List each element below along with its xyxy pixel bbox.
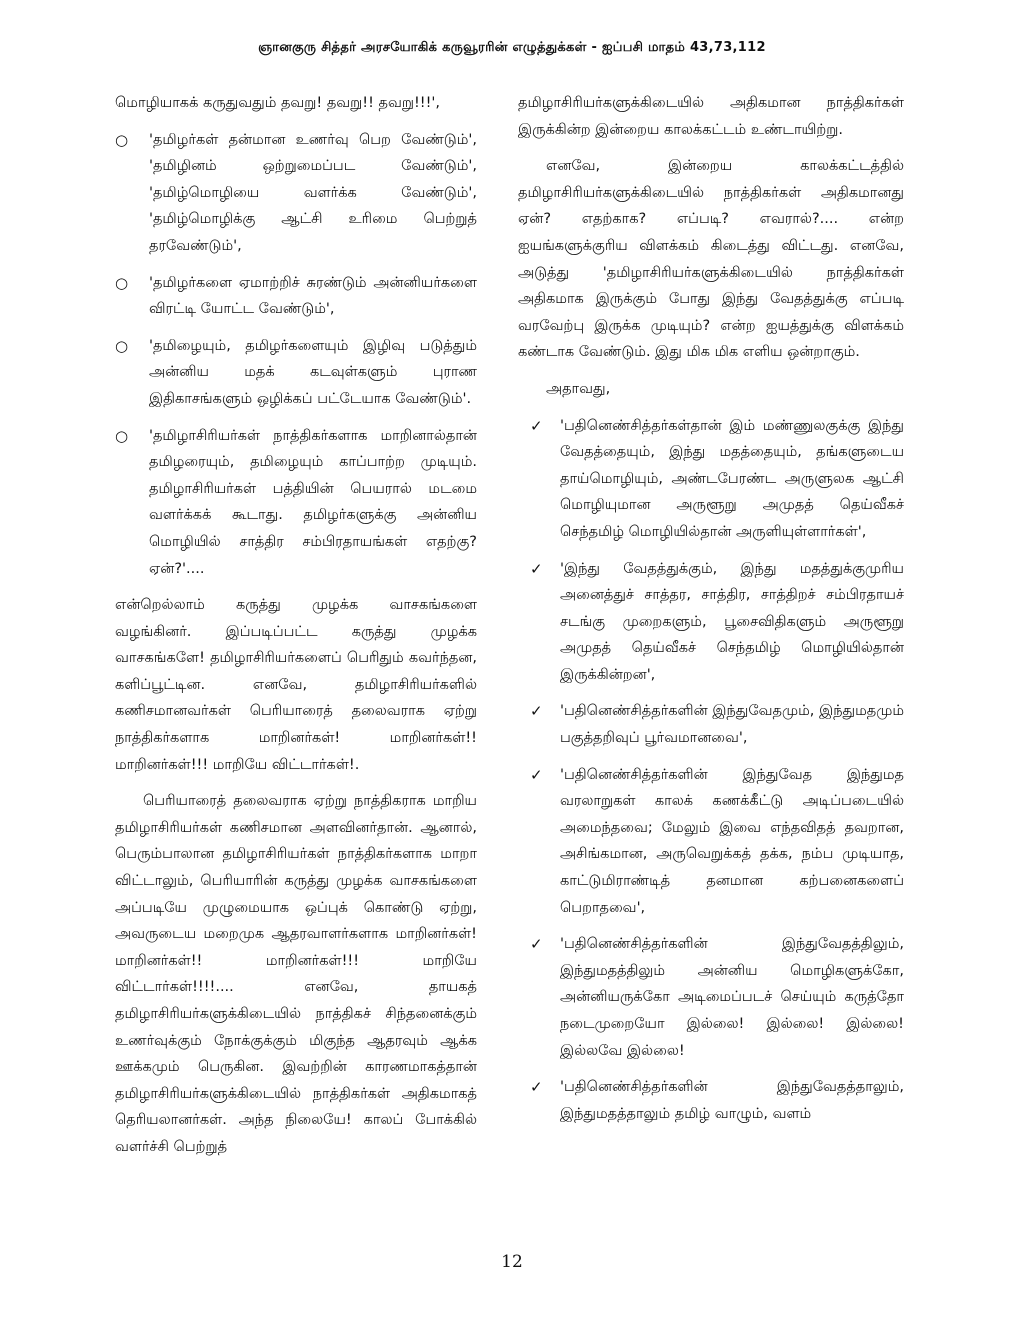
checkmark-icon: ✓ <box>530 559 543 578</box>
running-header: ஞானகுரு சித்தர் அரசயோகிக் கருவூரரின் எழுத்துக்கள் - ஐப்பசி மாதம் 43,73,112 <box>258 40 766 55</box>
check-text: 'இந்து வேதத்துக்கும், இந்து மதத்துக்குமுரிய அனைத்துச் சாத்தர, சாத்திர, சாத்திறச் சம்பிரதாயச் சடங்கு முறைகளும், பூசைவிதிகளும் அருளூறு அமுதத் தெய்வீகச் செந்தமிழ் மொழியில்தான் இருக்கின்றன', <box>560 560 904 683</box>
check-item <box>518 556 904 689</box>
check-item <box>518 931 904 1064</box>
check-item <box>518 413 904 546</box>
circle-bullet-icon: ○ <box>115 130 129 149</box>
bullet-text: 'தமிழையும், தமிழர்களையும் இழிவு படுத்தும் அன்னிய மதக் கடவுள்களும் புராண இதிகாசங்களும் ஒழிக்கப் பட்டேயாக வேண்டும்'. <box>149 337 477 407</box>
check-text: 'பதினெண்சித்தர்களின் இந்துவேத இந்துமத வரலாறுகள் காலக் கணக்கீட்டு அடிப்படையில் அமைந்தவை; மேலும் இவை எந்தவிதத் தவறான, அசிங்கமான, அருவெறுக்கத் தக்க, நம்ப முடியாத, காட்டுமிராண்டித் தனமான கற்பனைகளைப் பெறாதவை', <box>560 766 904 916</box>
paragraph: என்றெல்லாம் கருத்து முழக்க வாசகங்களை வழங்கினர். இப்படிப்பட்ட கருத்து முழக்க வாசகங்களே! தமிழாசிரியர்களைப் பெரிதும் கவர்ந்தன, களிப்பூட்டின. எனவே, தமிழாசிரியர்களில் கணிசமானவர்கள் பெரியாரைத் தலைவராக ஏற்று நாத்திகர்களாக மாறினர்கள்! மாறினர்கள்!! மாறினர்கள்!!! மாறியே விட்டார்கள்!. <box>115 597 477 773</box>
bullet-item <box>115 270 477 323</box>
circle-bullet-icon: ○ <box>115 336 129 355</box>
bullet-item <box>115 127 477 260</box>
paragraph: பெரியாரைத் தலைவராக ஏற்று நாத்திகராக மாறிய தமிழாசிரியர்கள் கணிசமான அளவினர்தான். ஆனால், பெரும்பாலான தமிழாசிரியர்கள் நாத்திகர்களாக மாறா விட்டாலும், பெரியாரின் கருத்து முழக்க வாசகங்களை அப்படியே முழுமையாக ஒப்புக் கொண்டு ஏற்று, அவருடைய மறைமுக ஆதரவாளர்களாக மாறினர்கள்! மாறினர்கள்!! மாறினர்கள்!!! மாறியே விட்டார்கள்!!!!.... எனவே, தாயகத் தமிழாசிரியர்களுக்கிடையில் நாத்திகச் சிந்தனைக்கும் உணர்வுக்கும் நோக்குக்கும் மிகுந்த ஆதரவும் ஆக்க ஊக்கமும் பெருகின. இவற்றின் காரணமாகத்தான் தமிழாசிரியர்களுக்கிடையில் நாத்திகர்கள் அதிகமாகத் தெரியலானர்கள். அந்த நிலையே! காலப் போக்கில் வளர்ச்சி பெற்றுத் <box>115 793 477 1155</box>
check-text: 'பதினெண்சித்தர்களின் இந்துவேதமும், இந்துமதமும் பகுத்தறிவுப் பூர்வமானவை', <box>560 703 904 747</box>
left-column <box>115 90 477 1171</box>
paragraph: மொழியாகக் கருதுவதும் தவறு! தவறு!! தவறு!!!', <box>115 95 441 111</box>
bullet-item <box>115 423 477 583</box>
checkmark-icon: ✓ <box>530 702 543 721</box>
bullet-text: 'தமிழர்களை ஏமாற்றிச் சுரண்டும் அன்னியர்களை விரட்டி யோட்ட வேண்டும்', <box>149 274 477 318</box>
checkmark-icon: ✓ <box>530 765 543 784</box>
bullet-text: 'தமிழாசிரியர்கள் நாத்திகர்களாக மாறினால்தான் தமிழரையும், தமிழையும் காப்பாற்ற முடியும். தமிழாசிரியர்கள் பத்தியின் பெயரால் மடமை வளர்க்கக் கூடாது. தமிழர்களுக்கு அன்னிய மொழியில் சாத்திர சம்பிரதாயங்கள் எதற்கு? ஏன்?'.... <box>149 427 477 577</box>
page-number: 12 <box>501 1252 523 1272</box>
right-column <box>518 90 904 1137</box>
bullet-item <box>115 333 477 413</box>
checkmark-icon: ✓ <box>530 1078 543 1097</box>
paragraph-lead: அதாவது, <box>546 380 611 397</box>
checkmark-icon: ✓ <box>530 416 543 435</box>
paragraph: எனவே, இன்றைய காலக்கட்டத்தில் தமிழாசிரியர்களுக்கிடையில் நாத்திகர்கள் அதிகமானது ஏன்? எதற்காக? எப்படி? எவரால்?.... என்ற ஐயங்களுக்குரிய விளக்கம் கிடைத்து விட்டது. எனவே, அடுத்து 'தமிழாசிரியர்களுக்கிடையில் நாத்திகர்கள் அதிகமாக இருக்கும் போது இந்து வேதத்துக்கு எப்படி வரவேற்பு இருக்க முடியும்? என்ற ஐயத்துக்கு விளக்கம் கண்டாக வேண்டும். இது மிக மிக எளிய ஒன்றாகும். <box>518 158 904 361</box>
circle-bullet-icon: ○ <box>115 426 129 445</box>
paragraph: தமிழாசிரியர்களுக்கிடையில் அதிகமான நாத்திகர்கள் இருக்கின்ற இன்றைய காலக்கட்டம் உண்டாயிற்று. <box>518 95 904 138</box>
check-item <box>518 698 904 751</box>
check-text: 'பதினெண்சித்தர்களின் இந்துவேதத்தாலும், இந்துமதத்தாலும் தமிழ் வாழும், வளம் <box>560 1079 904 1122</box>
bullet-text: 'தமிழர்கள் தன்மான உணர்வு பெற வேண்டும்', 'தமிழினம் ஒற்றுமைப்பட வேண்டும்', 'தமிழ்மொழியை வளர்க்க வேண்டும்', 'தமிழ்மொழிக்கு ஆட்சி உரிமை பெற்றுத் தரவேண்டும்', <box>149 131 477 254</box>
check-item <box>518 762 904 922</box>
check-item <box>518 1074 904 1127</box>
check-text: 'பதினெண்சித்தர்கள்தான் இம் மண்ணுலகுக்கு இந்து வேதத்தையும், இந்து மதத்தையும், தங்களுடைய தாய்மொழியும், அண்டபேரண்ட அருளுலக ஆட்சி மொழியுமான அருளூறு அமுதத் தெய்வீகச் செந்தமிழ் மொழியில்தான் அருளியுள்ளார்கள்', <box>560 417 904 540</box>
checkmark-icon: ✓ <box>530 935 543 954</box>
circle-bullet-icon: ○ <box>115 273 129 292</box>
check-text: 'பதினெண்சித்தர்களின் இந்துவேதத்திலும், இந்துமதத்திலும் அன்னிய மொழிகளுக்கோ, அன்னியருக்கோ அடிமைப்படச் செய்யும் கருத்தோ நடைமுறையோ இல்லை! இல்லை! இல்லை! இல்லவே இல்லை! <box>560 936 904 1059</box>
